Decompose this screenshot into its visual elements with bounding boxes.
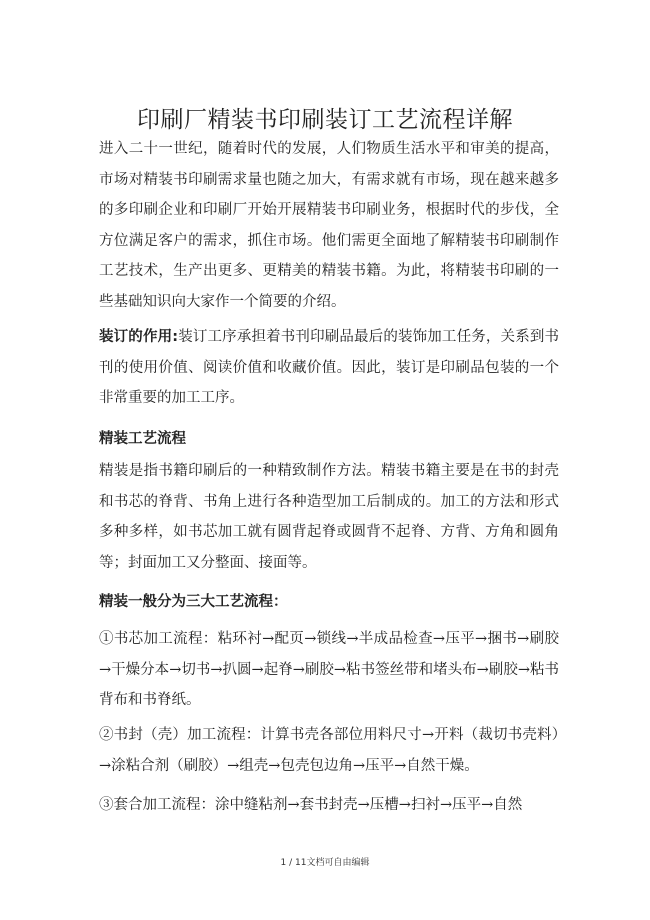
flow-item-book-block: ①书芯加工流程：粘环衬→配页→锁线→半成品检查→压平→捆书→刷胶→干燥分本→切书→扒圆→起脊→刷胶→粘书签丝带和堵头布→刷胶→粘书背布和书脊纸。 [99,631,559,708]
craft-paragraph: 精装是指书籍印刷后的一种精致制作方法。精装书籍主要是在书的封壳和书芯的脊背、书角上进行各种造型加工后制成的。加工的方法和形式多种多样，如书芯加工就有圆背起脊或圆背不起脊、方背、方角和圆角等；封面加工又分整面、接面等。 [99,463,559,571]
intro-paragraph: 进入二十一世纪，随着时代的发展，人们物质生活水平和审美的提高，市场对精装书印刷需求量也随之加大，有需求就有市场，现在越来越多的多印刷企业和印刷厂开始开展精装书印刷业务，根据时代的步伐，全方位满足客户的需求，抓住市场。他们需更全面地了解精装书印刷制作工艺技术，生产出更多、更精美的精装书籍。为此，将精装书印刷的一些基础知识向大家作一个简要的介绍。 [99,141,559,310]
page-footer: 1 / 11文档可自由编辑 [280,858,370,868]
flow-item-book-case: ②书封（壳）加工流程：计算书壳各部位用料尺寸→开料（裁切书壳料）→涂粘合剂（刷胶）→组壳→包壳包边角→压平→自然干燥。 [99,727,559,774]
three-flows-heading: 精装一般分为三大工艺流程： [99,594,288,610]
binding-role-text: 装订工序承担着书刊印刷品最后的装饰加工任务，关系到书刊的使用价值、阅读价值和收藏价值。因此，装订是印刷品包装的一个非常重要的加工工序。 [99,329,559,406]
binding-role-paragraph [99,322,559,414]
flow-item-casing-in: ③套合加工流程：涂中缝粘剂→套书封壳→压槽→扫衬→压平→自然 [99,797,523,813]
binding-role-label: 装订的作用: [99,329,179,345]
craft-heading: 精装工艺流程 [99,431,186,447]
page-title: 印刷厂精装书印刷装订工艺流程详解 [137,107,513,134]
